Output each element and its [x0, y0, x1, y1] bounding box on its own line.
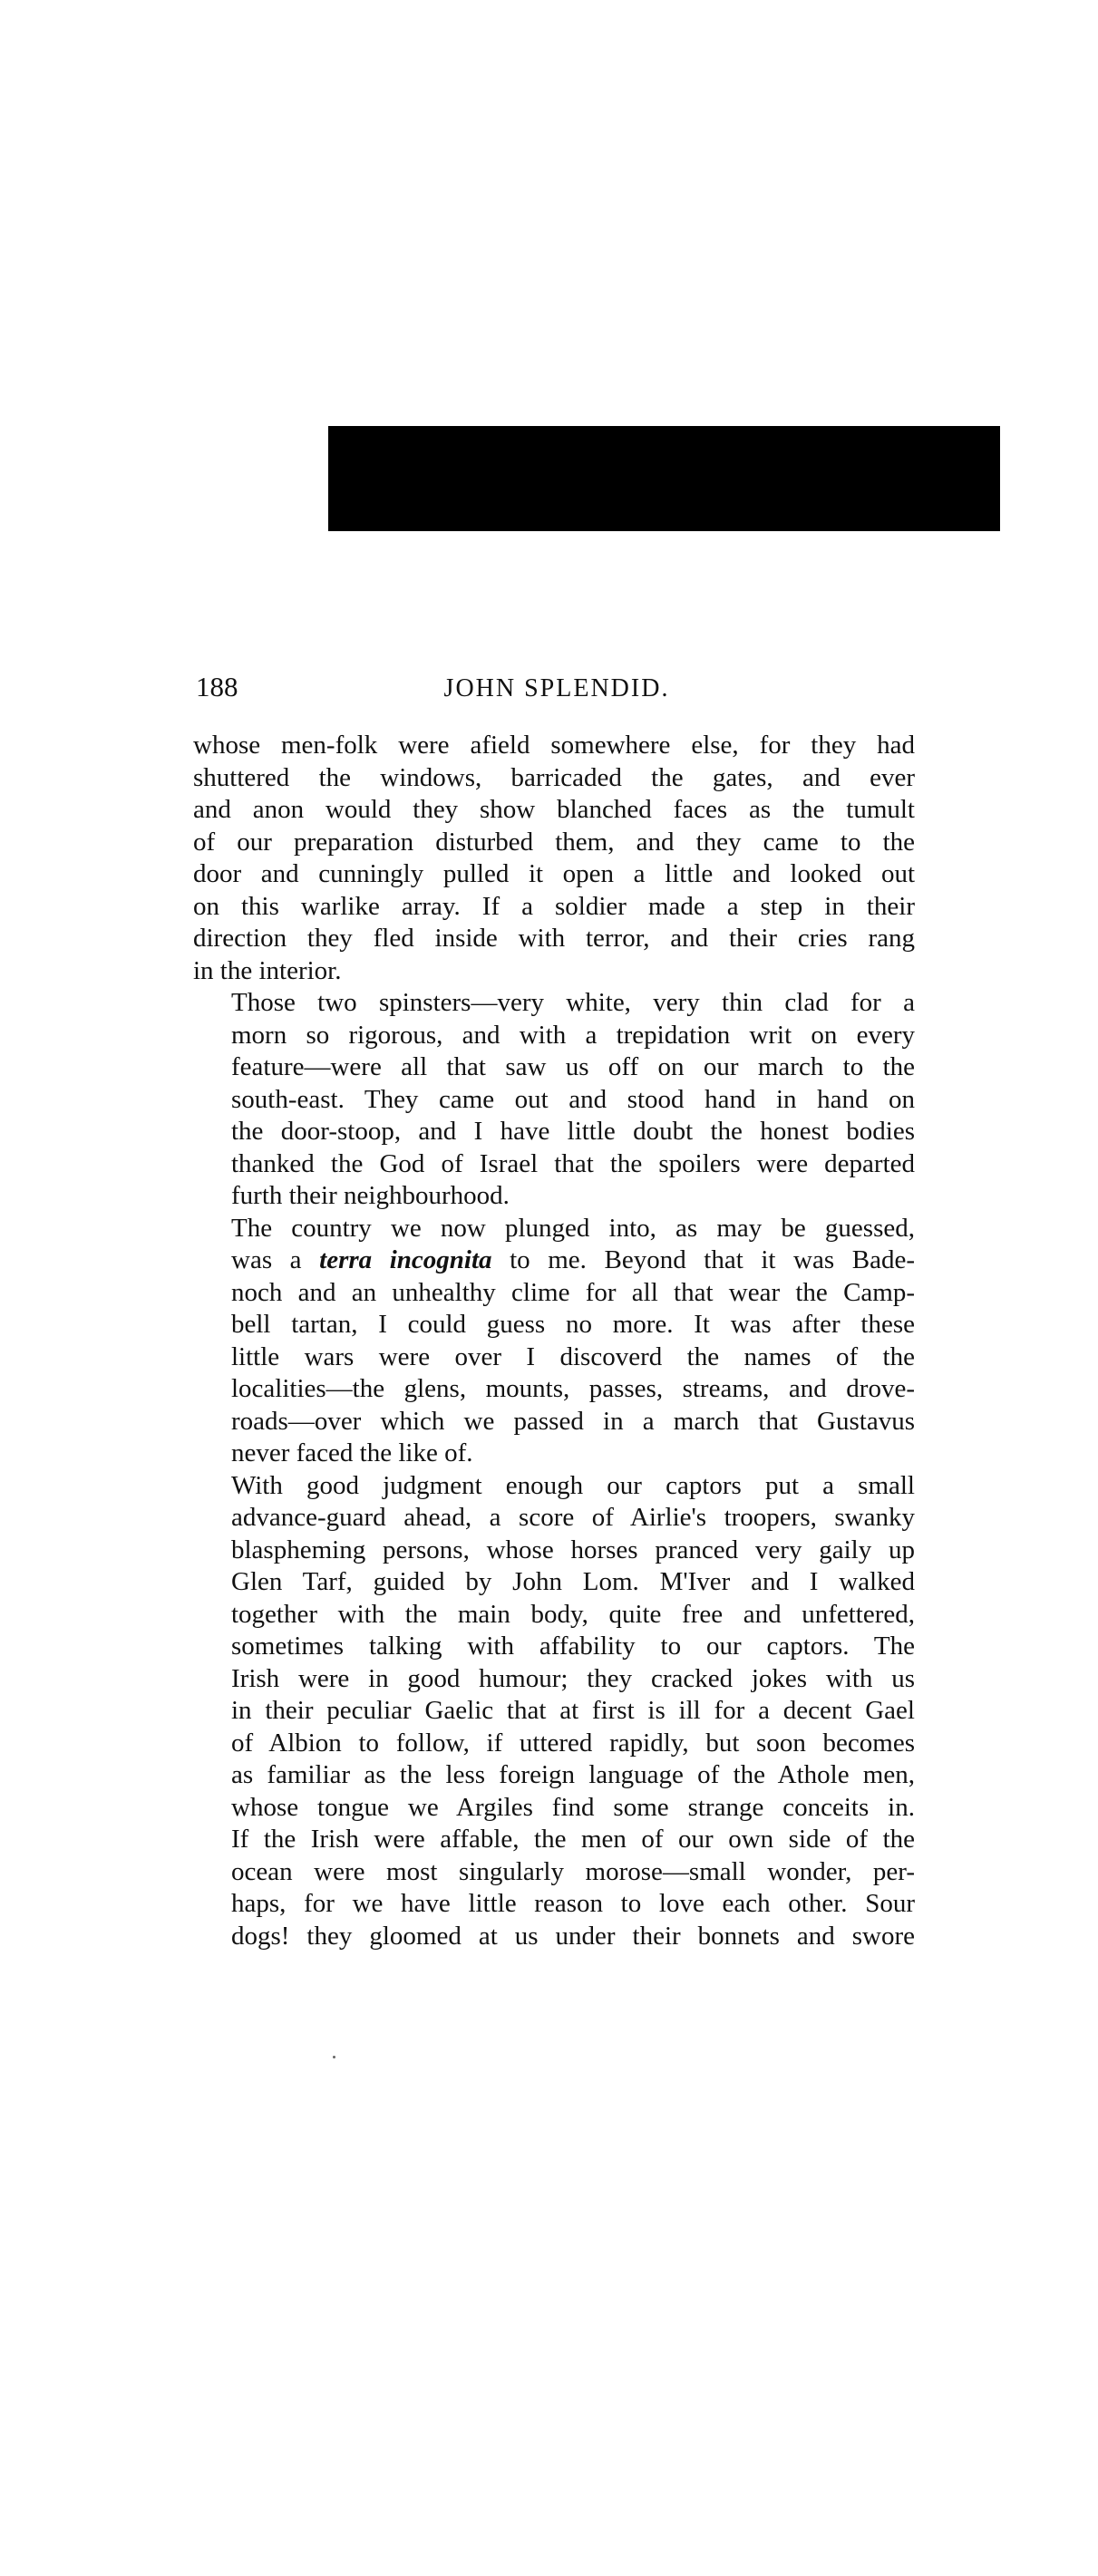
text-line: sometimes talking with affability to our captors. The: [231, 1632, 915, 1661]
text-fragment: was a: [231, 1245, 320, 1274]
text-line: on this warlike array. If a soldier made a step in their: [193, 891, 915, 921]
text-line: together with the main body, quite free and unfettered,: [231, 1599, 915, 1629]
page-number: 188: [196, 671, 238, 702]
text-line: never faced the like of.: [231, 1438, 473, 1467]
text-line: bell tartan, I could guess no more. It was after these: [231, 1310, 915, 1339]
text-line: whose tongue we Argiles find some strange conceits in.: [231, 1792, 915, 1822]
text-line: The country we now plunged into, as may be guessed,: [231, 1213, 915, 1243]
paragraph-1: [193, 730, 915, 987]
italic-phrase: terra incognita: [319, 1245, 492, 1274]
text-line: furth their neighbourhood.: [231, 1181, 510, 1210]
text-line: the door-stoop, and I have little doubt the honest bodies: [231, 1117, 915, 1146]
text-line: in their peculiar Gaelic that at first is ill for a decent Gael: [231, 1696, 915, 1725]
text-line: dogs! they gloomed at us under their bonnets and swore: [231, 1921, 915, 1951]
text-line: With good judgment enough our captors put a small: [231, 1470, 915, 1500]
text-line-with-italic: [193, 1244, 915, 1277]
text-line: roads—over which we passed in a march that Gustavus: [231, 1406, 915, 1436]
text-line: ocean were most singularly morose—small wonder, per-: [231, 1856, 915, 1886]
running-title: JOHN SPLENDID.: [443, 674, 670, 702]
text-line: whose men-folk were afield somewhere else, for they had: [193, 731, 915, 760]
scan-speck: [333, 2056, 335, 2058]
text-line: in the interior.: [193, 955, 342, 985]
paragraph-3: [193, 1213, 915, 1470]
text-line: blaspheming persons, whose horses pranced very gaily up: [231, 1535, 915, 1564]
text-line: morn so rigorous, and with a trepidation writ on every: [231, 1020, 915, 1050]
text-line: thanked the God of Israel that the spoilers were departed: [231, 1148, 915, 1178]
text-line: shuttered the windows, barricaded the gates, and ever: [193, 762, 915, 792]
text-line: haps, for we have little reason to love each other. Sour: [231, 1889, 915, 1918]
text-line: Glen Tarf, guided by John Lom. M'Iver and I walked: [231, 1567, 915, 1596]
text-line: and anon would they show blanched faces as the tumult: [193, 795, 915, 824]
text-line: south-east. They came out and stood hand in hand on: [231, 1084, 915, 1114]
body-text: [193, 730, 915, 1952]
page-header: [193, 669, 920, 705]
text-line: Irish were in good humour; they cracked jokes with us: [231, 1663, 915, 1693]
paragraph-2: [193, 987, 915, 1213]
text-line: direction they fled inside with terror, and their cries rang: [193, 924, 915, 953]
text-line: of Albion to follow, if uttered rapidly, but soon becomes: [231, 1728, 915, 1758]
text-line: If the Irish were affable, the men of our own side of the: [231, 1825, 915, 1854]
text-line: Those two spinsters—very white, very thin clad for a: [231, 988, 915, 1017]
text-line: of our preparation disturbed them, and they came to the: [193, 827, 915, 857]
text-line: localities—the glens, mounts, passes, streams, and drove-: [231, 1374, 915, 1403]
text-line: door and cunningly pulled it open a little and looked out: [193, 859, 915, 888]
text-line: noch and an unhealthy clime for all that wear the Camp-: [231, 1277, 915, 1307]
text-line: little wars were over I discoverd the names of the: [231, 1341, 915, 1371]
redaction-bar: [328, 426, 1000, 531]
text-line: feature—were all that saw us off on our march to the: [231, 1052, 915, 1081]
paragraph-4: [193, 1470, 915, 1953]
text-line: advance-guard ahead, a score of Airlie's troopers, swanky: [231, 1503, 915, 1532]
text-fragment: to me. Beyond that it was Bade-: [491, 1245, 915, 1274]
text-line: as familiar as the less foreign language of the Athole men,: [231, 1760, 915, 1789]
